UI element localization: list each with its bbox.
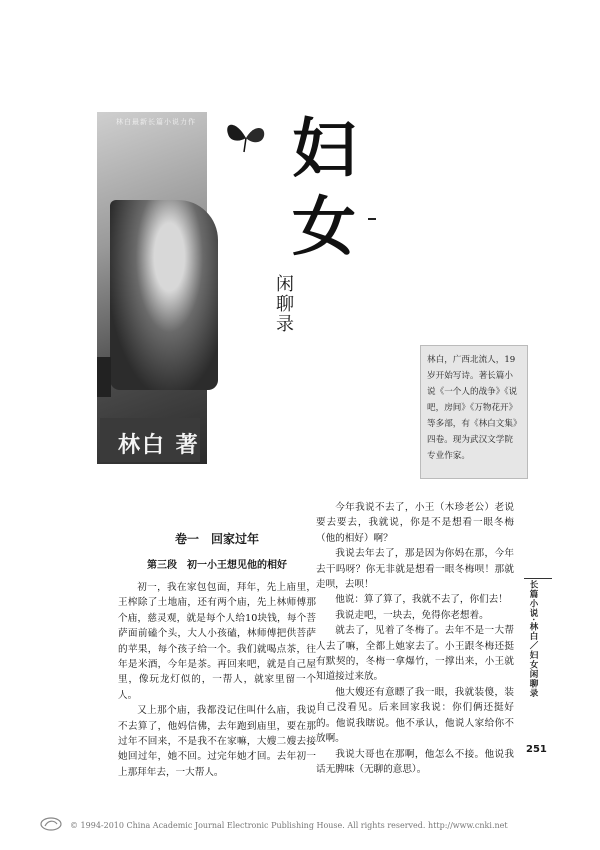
cover-author: 林白 著 <box>118 433 200 458</box>
paragraph: 我说走吧，一块去，免得你老想着。 <box>335 609 489 621</box>
chapter-title: 卷一 回家过年 <box>174 532 259 546</box>
paragraph: 我说大哥也在那啊，他怎么不接。他说我话无脾味（无聊的意思）。 <box>316 748 514 775</box>
paragraph: 我说去年去了，那是因为你妈在那，今年去干吗呀？你无非就是想看一眼冬梅呗！那就走呗，去呗！ <box>316 548 514 591</box>
paragraph: 他说：算了算了，我就不去了，你们去！ <box>335 594 508 606</box>
cover-subtitle: 闲聊录 <box>273 274 294 334</box>
cover-title-char-1: 妇 <box>292 113 356 187</box>
paragraph: 就去了，见着了冬梅了。去年不是一大帮人去了嘛，全都上她家去了。小王跟冬梅还挺有默契的，冬梅一拿爆竹，一撑出来，小王就知道接过来放。 <box>316 625 514 683</box>
author-bio: 林白，广西北流人，19岁开始写诗。著长篇小说《一个人的战争》《说吧，房间》《万物花开》等多部，有《林白文集》四卷。现为武汉文学院专业作家。 <box>420 345 528 479</box>
paragraph: 又上那个庙，我都没记住叫什么庙，我说不去算了，他妈信佛，去年跑到庙里，要在那过年不回来，不是我不在家嘛，大嫂二嫂去接她回过年，她不回。过完年她才回。去年初一上那拜年去，一大帮人。 <box>118 705 316 778</box>
copyright-footer: © 1994-2010 China Academic Journal Electronic Publishing House. All rights reserved. http://www.cnki.net <box>70 821 508 830</box>
left-column <box>118 580 316 780</box>
paragraph: 初一，我在家包包面，拜年，先上庙里，王榨除了土地庙，还有两个庙，先上林师傅那个庙，慈灵观，就是每个人给10块钱，每个菩萨面前磕个头，大人小孩磕，林师傅把供菩萨的苹果，每个孩子给一个。我们就喝点茶，往年是米酒，今年是茶。再回来吧，就是自己屋里，像玩龙灯似的，一帮人，就家里留一个人。 <box>118 582 316 701</box>
paragraph: 今年我说不去了，小王（木珍老公）老说要去要去，我就说，你是不是想看一眼冬梅（他的相好）啊？ <box>316 502 514 544</box>
page-number: 251 <box>526 744 547 755</box>
cover-mark <box>368 218 376 220</box>
butterfly-icon <box>222 112 270 160</box>
sidebar-rule <box>524 578 552 579</box>
series-label: 林白最新长篇小说力作 <box>116 118 196 126</box>
paragraph: 他大嫂还有意瞟了我一眼，我就装傻，装自己没看见。后来回家我说：你们俩还挺好的。他说我瞎说。他不承认，他说人家给你不放啊。 <box>316 686 514 745</box>
cover-title-char-2: 女 <box>292 191 356 265</box>
right-column <box>316 500 514 777</box>
cover-women-photo <box>110 200 218 390</box>
section-title: 第三段 初一小王想见他的相好 <box>147 560 287 571</box>
cover-dark-strip <box>97 357 111 397</box>
cnki-logo-icon <box>40 816 62 832</box>
running-sidebar: 长篇小说·林白／妇女闲聊录 <box>528 580 538 698</box>
